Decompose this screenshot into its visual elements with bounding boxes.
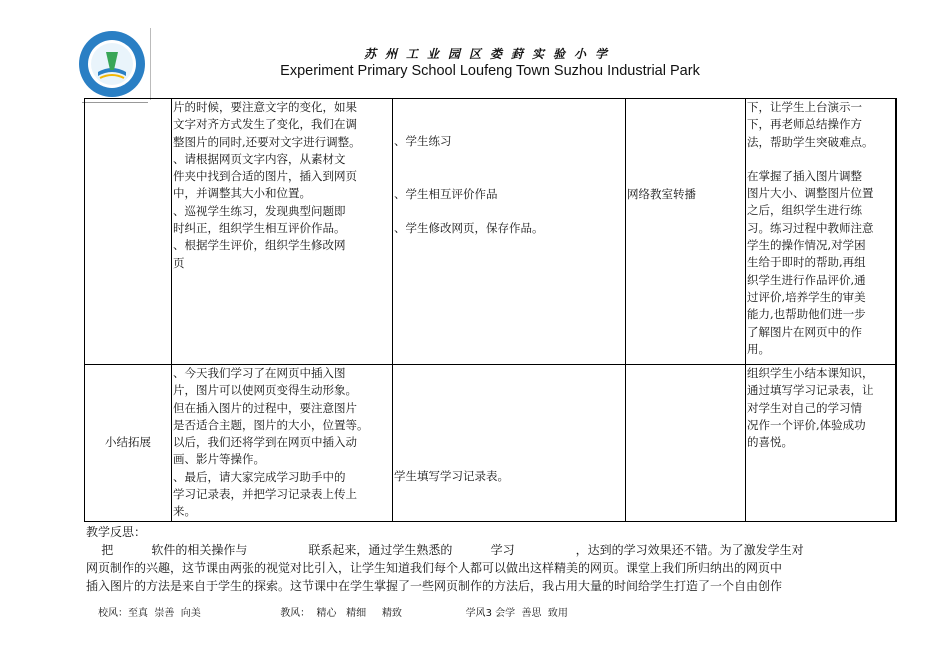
teacher-text-line: 文字对齐方式发生了变化，我们在调 — [173, 117, 357, 132]
study-motto-rest: 会学 善思 致用 — [495, 608, 568, 619]
intent-text-line: 下，再老师总结操作方 — [747, 117, 862, 132]
reflection-line: 网页制作的兴趣，这节课由两张的视觉对比引入，让学生知道我们每个人都可以做出这样精美的网页。课堂上我们所归纳出的网页中 — [86, 561, 783, 575]
teacher-text-line: 、根据学生评价，组织学生修改网 — [173, 238, 346, 253]
student-activity-cell — [393, 99, 626, 365]
teacher-text-line: 是否适合主题，图片的大小，位置等。 — [173, 417, 369, 432]
teacher-text-line: 以后，我们还将学到在网页中插入动 — [173, 435, 357, 450]
page-number: 3 — [485, 608, 492, 619]
reflection-paragraph — [86, 541, 886, 595]
intent-text-line — [747, 151, 894, 168]
stage-cell — [85, 365, 172, 522]
school-motto: 校风：至真 崇善 向美 — [98, 608, 201, 619]
intent-text-line: 在掌握了插入图片调整 — [747, 168, 862, 183]
school-logo — [76, 28, 148, 100]
teacher-text-line: 件夹中找到合适的图片，插入到网页 — [173, 169, 357, 184]
intent-text-line: 的喜悦。 — [747, 435, 793, 450]
design-intent-cell — [746, 365, 896, 522]
reflection-line: 把 软件的相关操作与 联系起来，通过学生熟悉的 学习 ，达到的学习效果还不错。为了激发学生对 — [86, 543, 804, 557]
table-row — [85, 365, 896, 522]
media-text: 网络教室转播 — [627, 187, 696, 201]
intent-text-line: 学生的操作情况,对学困 — [747, 238, 866, 253]
table-row — [85, 99, 896, 365]
intent-text-line: 能力,也帮助他们进一步 — [747, 307, 866, 322]
teacher-text-line: 来。 — [173, 504, 196, 519]
intent-text-line: 习。练习过程中教师注意 — [747, 220, 874, 235]
lesson-plan-table — [84, 98, 897, 522]
study-motto: 学风 — [465, 608, 486, 619]
intent-text-line: 图片大小、调整图片位置 — [747, 186, 874, 201]
intent-text-line: 了解图片在网页中的作 — [747, 324, 862, 339]
student-activity-cell — [393, 365, 626, 522]
header-vertical-rule — [150, 28, 151, 100]
intent-text-line: 法，帮助学生突破难点。 — [747, 134, 874, 149]
intent-text-line: 通过填写学习记录表，让 — [747, 383, 874, 398]
intent-text-line: 对学生对自己的学习情 — [747, 400, 862, 415]
teacher-text-line: 学习记录表，并把学习记录表上传上 — [173, 487, 357, 502]
intent-text-line: 组织学生小结本课知识， — [747, 366, 874, 380]
stage-label: 小结拓展 — [105, 435, 151, 450]
teacher-text-line: 、今天我们学习了在网页中插入图 — [173, 366, 346, 380]
teaching-motto: 教风： 精心 精细 精致 — [280, 608, 402, 619]
teacher-text-line: 画、影片等操作。 — [173, 452, 265, 467]
reflection-title: 教学反思： — [86, 525, 147, 539]
teacher-text-line: 中，并调整其大小和位置。 — [173, 186, 311, 201]
teacher-text-line: 、最后，请大家完成学习助手中的 — [173, 469, 346, 484]
intent-text-line: 之后，组织学生进行练 — [747, 203, 862, 218]
intent-text-line: 下，让学生上台演示一 — [747, 100, 862, 114]
student-text-line: 、学生修改网页，保存作品。 — [394, 220, 544, 235]
reflection-line: 插入图片的方法是来自于学生的探索。这节课中在学生掌握了一些网页制作的方法后，我占用大量的时间给学生打造了一个自由创作 — [86, 579, 783, 593]
teacher-text-line: 页 — [173, 255, 185, 270]
school-name-chinese: 苏州工业园区娄葑实验小学 — [363, 47, 616, 61]
design-intent-cell — [746, 99, 896, 365]
teacher-text-line: 时纠正，组织学生相互评价作品。 — [173, 221, 346, 236]
school-name-english: Experiment Primary School Loufeng Town Suzhou Industrial Park — [280, 63, 700, 79]
teacher-text-line: 片的时候，要注意文字的变化，如果 — [173, 100, 357, 114]
student-text-line: 、学生相互评价作品 — [394, 187, 498, 202]
intent-text-line: 生给于即时的帮助,再组 — [747, 255, 866, 270]
intent-text-line: 用。 — [747, 341, 770, 356]
teacher-activity-cell — [172, 365, 393, 522]
student-text-line: 学生填写学习记录表。 — [394, 469, 509, 483]
teacher-text-line: 、请根据网页文字内容，从素材文 — [173, 151, 346, 166]
intent-text-line: 织学生进行作品评价,通 — [747, 272, 866, 287]
teacher-activity-cell — [172, 99, 393, 365]
school-logo-icon — [76, 28, 148, 100]
teacher-text-line: 整图片的同时,还要对文字进行调整。 — [173, 134, 361, 149]
teacher-text-line: 片，图片可以使网页变得生动形象。 — [173, 383, 357, 398]
teacher-text-line: 但在插入图片的过程中，要注意图片 — [173, 400, 357, 415]
page-footer — [98, 604, 568, 619]
intent-text-line: 况作一个评价,体验成功 — [747, 417, 866, 432]
media-cell — [626, 99, 746, 365]
intent-text-line: 过评价,培养学生的审美 — [747, 289, 866, 304]
teacher-text-line: 、巡视学生练习，发现典型问题即 — [173, 203, 346, 218]
media-cell — [626, 365, 746, 522]
stage-cell — [85, 99, 172, 365]
student-text-line: 、学生练习 — [394, 134, 452, 148]
